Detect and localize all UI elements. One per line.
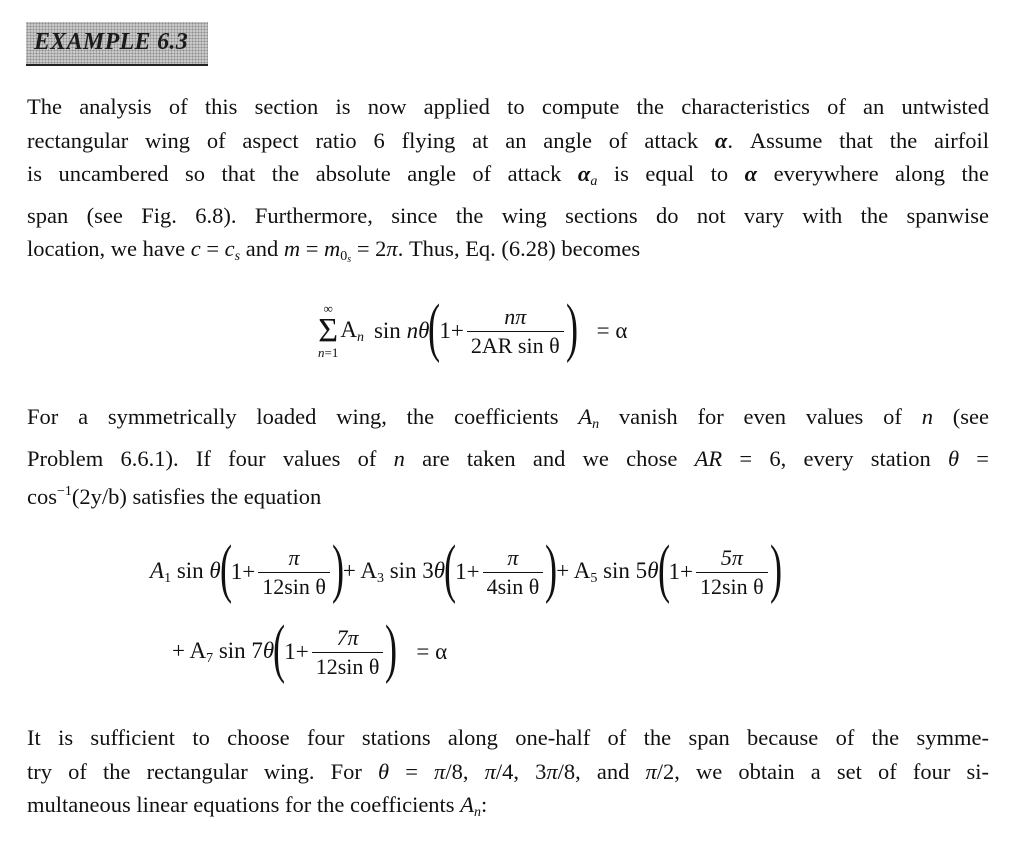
example-header — [26, 22, 208, 66]
fraction: $\frac{7\pi}{\text{12sin θ}}$ — [312, 626, 384, 679]
line: multaneous linear equations for the coefficients $A_n$: — [27, 792, 488, 820]
line: location, we have $c = c_s$ and $m = m_{0_s} = 2\pi$. Thus, Eq. (6.28) becomes — [27, 236, 641, 265]
summation-symbol: ∞ Σ n=1 — [318, 301, 339, 360]
equation-four-terms-cont: + $A_7$ sin 7θ ( 1+ $\frac{7\pi}{\text{12sin θ}}$ ) = α — [172, 612, 448, 685]
line: Problem 6.6.1). If four values of n are taken and we chose AR = 6, every station θ = — [27, 445, 989, 471]
equation-four-terms: $A_1$ sin θ ( 1+ $\frac{\pi}{\text{12sin θ}}$ ) + $A_3$ sin 3θ ( 1+ $\frac{\pi}{\text{4sin θ}}$ ) + $A_5$ sin 5θ ( 1+ $\frac{5\pi}{\text{12sin θ}}$ ) — [150, 532, 782, 605]
line: is uncambered so that the absolute angle of attack $\alpha_a$ is equal to α everywhere along the — [27, 161, 990, 189]
line: rectangular wing of aspect ratio 6 flying at an angle of attack α. Assume that the airfoil — [27, 127, 989, 153]
paragraph-intro — [27, 90, 989, 277]
fraction: $\frac{n\pi}{\text{2AR sin θ}}$ — [467, 305, 564, 358]
line: It is sufficient to choose four stations along one-half of the span because of the symme- — [27, 725, 989, 750]
fraction: $\frac{\pi}{\text{12sin θ}}$ — [258, 546, 330, 599]
paragraph-stations — [27, 721, 989, 830]
equation-series: ∞ Σ n=1 $A_n$ sin nθ ( 1+ $\frac{n\pi}{\text{2AR sin θ}}$ ) = α — [318, 291, 628, 364]
line: $\cos^{-1}(2y/b)$ satisfies the equation — [27, 484, 322, 509]
eq-coefficient: $A_n$ — [340, 316, 364, 345]
fraction: $\frac{5\pi}{\text{12sin θ}}$ — [696, 546, 768, 599]
fraction: $\frac{\pi}{\text{4sin θ}}$ — [483, 546, 544, 599]
paragraph-symmetric — [27, 400, 989, 514]
line: span (see Fig. 6.8). Furthermore, since the wing sections do not vary with the spanwise — [27, 202, 989, 228]
line: try of the rectangular wing. For θ = π/8, π/4, 3π/8, and π/2, we obtain a set of four si- — [27, 758, 989, 784]
example-title: EXAMPLE 6.3 — [34, 29, 188, 55]
line: For a symmetrically loaded wing, the coefficients $A_n$ vanish for even values of n (see — [27, 404, 990, 432]
line: The analysis of this section is now applied to compute the characteristics of an untwisted — [27, 94, 989, 119]
